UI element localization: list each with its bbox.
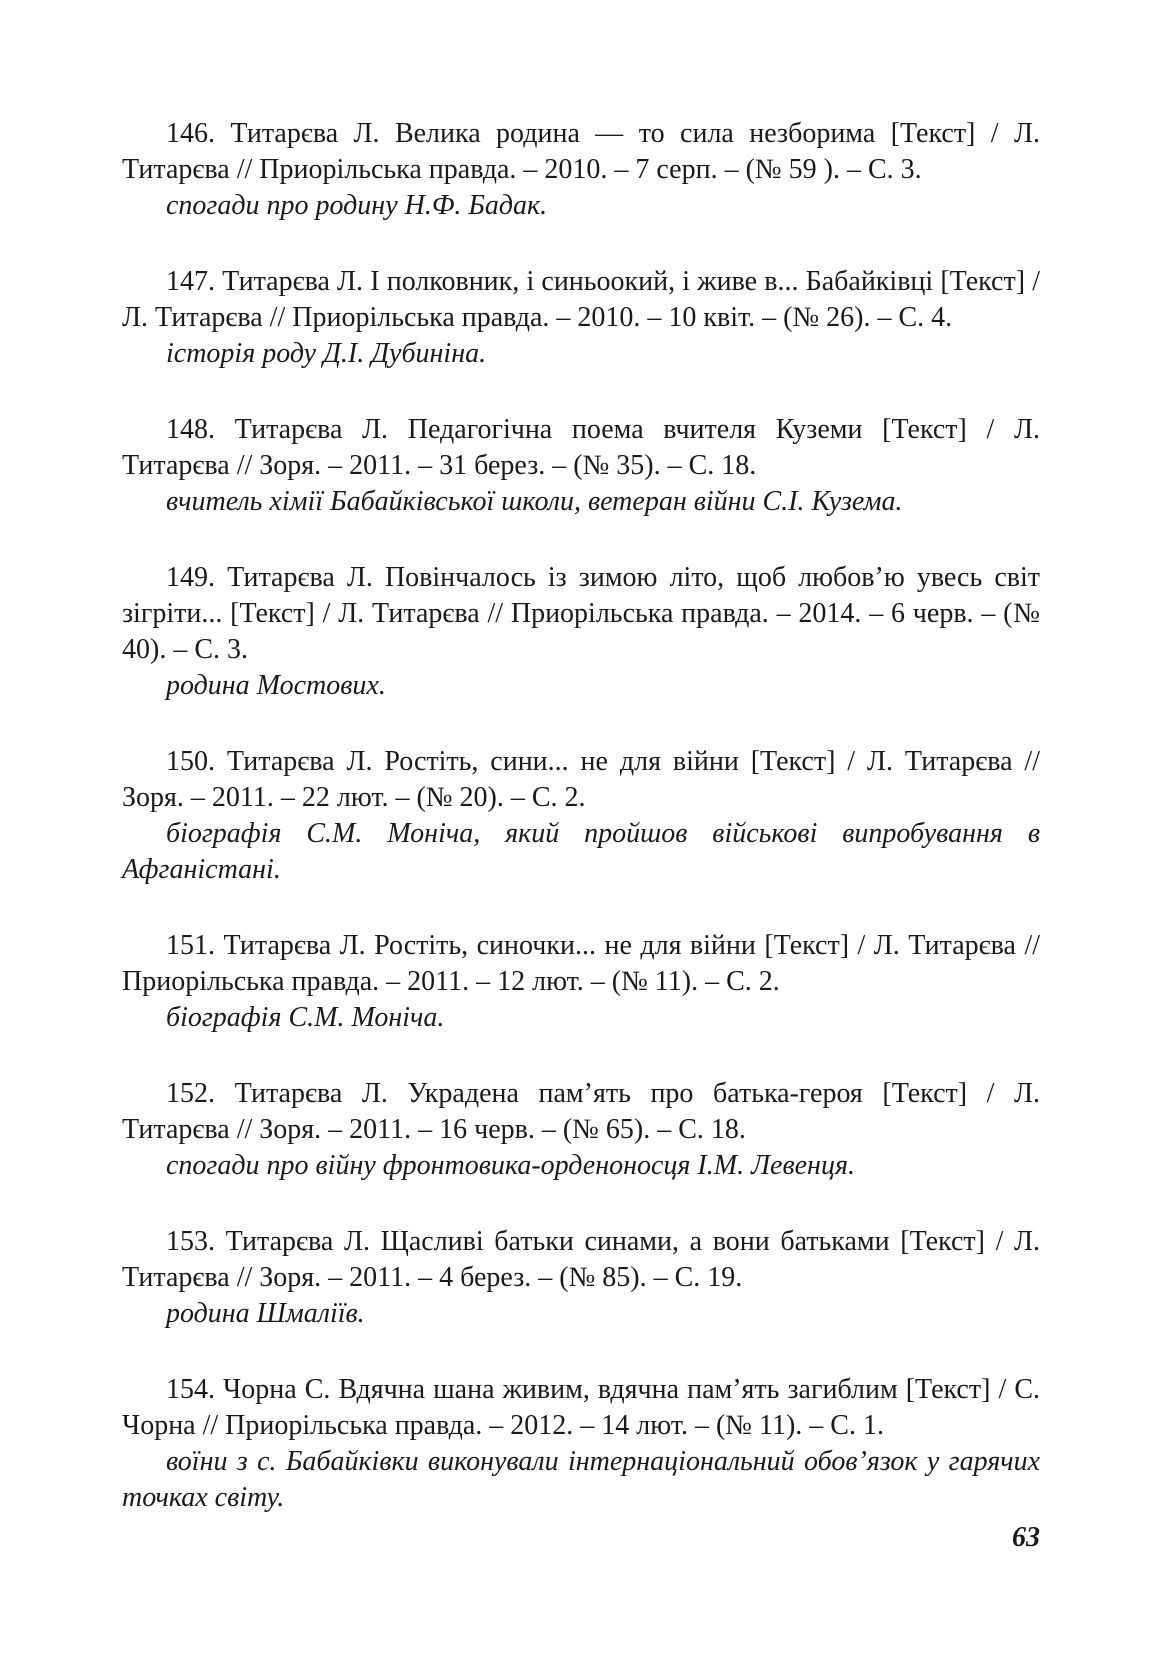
entry-annotation: біографія С.М. Моніча, який пройшов військові випробування в Афганістані. bbox=[122, 818, 1040, 885]
entry-annotation: вчитель хімії Бабайківської школи, ветеран війни С.І. Кузема. bbox=[166, 486, 903, 517]
entry-annotation: родина Мостових. bbox=[166, 670, 386, 701]
entry-annotation: спогади про родину Н.Ф. Бадак. bbox=[166, 190, 548, 221]
bibliography-entry bbox=[122, 1372, 1040, 1516]
bibliography-entry bbox=[122, 928, 1040, 1036]
entry-citation: 149. Титарєва Л. Повінчалось із зимою літо, щоб любов’ю увесь світ зігріти... [Текст] / Л. Титарєва // Приорільська правда. – 2014. – 6 черв. – (№ 40). – С. 3. bbox=[122, 562, 1040, 665]
entry-annotation: родина Шмаліїв. bbox=[166, 1298, 365, 1329]
entry-citation: 150. Титарєва Л. Ростіть, сини... не для війни [Текст] / Л. Титарєва // Зоря. – 2011. – 22 лют. – (№ 20). – С. 2. bbox=[122, 746, 1040, 813]
entry-citation: 151. Титарєва Л. Ростіть, синочки... не для війни [Текст] / Л. Титарєва // Приорільська правда. – 2011. – 12 лют. – (№ 11). – С. 2. bbox=[122, 930, 1040, 997]
entry-citation: 154. Чорна С. Вдячна шана живим, вдячна пам’ять загиблим [Текст] / С. Чорна // Приорільська правда. – 2012. – 14 лют. – (№ 11). – С. 1. bbox=[122, 1374, 1040, 1441]
bibliography-list bbox=[122, 116, 1040, 1556]
bibliography-entry bbox=[122, 412, 1040, 520]
entry-annotation: біографія С.М. Моніча. bbox=[166, 1002, 445, 1033]
bibliography-entry bbox=[122, 116, 1040, 224]
bibliography-entry bbox=[122, 744, 1040, 888]
bibliography-entry bbox=[122, 264, 1040, 372]
entry-citation: 153. Титарєва Л. Щасливі батьки синами, а вони батьками [Текст] / Л. Титарєва // Зоря. – 2011. – 4 берез. – (№ 85). – С. 19. bbox=[122, 1226, 1040, 1293]
entry-citation: 148. Титарєва Л. Педагогічна поема вчителя Куземи [Текст] / Л. Титарєва // Зоря. – 2011. – 31 берез. – (№ 35). – С. 18. bbox=[122, 414, 1040, 481]
page-number: 63 bbox=[1012, 1522, 1040, 1553]
bibliography-entry bbox=[122, 1224, 1040, 1332]
bibliography-entry bbox=[122, 1076, 1040, 1184]
entry-annotation: воїни з с. Бабайківки виконували інтернаціональний обов’язок у гарячих точках світу. bbox=[122, 1446, 1040, 1513]
entry-annotation: історія роду Д.І. Дубиніна. bbox=[166, 338, 487, 369]
entry-citation: 152. Титарєва Л. Украдена пам’ять про батька-героя [Текст] / Л. Титарєва // Зоря. – 2011. – 16 черв. – (№ 65). – С. 18. bbox=[122, 1078, 1040, 1145]
bibliography-entry bbox=[122, 560, 1040, 704]
entry-citation: 147. Титарєва Л. І полковник, і синьоокий, і живе в... Бабайківці [Текст] / Л. Титарєва // Приорільська правда. – 2010. – 10 квіт. – (№ 26). – С. 4. bbox=[122, 266, 1040, 333]
entry-citation: 146. Титарєва Л. Велика родина — то сила незборима [Текст] / Л. Титарєва // Приорільська правда. – 2010. – 7 серп. – (№ 59 ). – С. 3. bbox=[122, 118, 1040, 185]
entry-annotation: спогади про війну фронтовика-орденоносця І.М. Левенця. bbox=[166, 1150, 855, 1181]
